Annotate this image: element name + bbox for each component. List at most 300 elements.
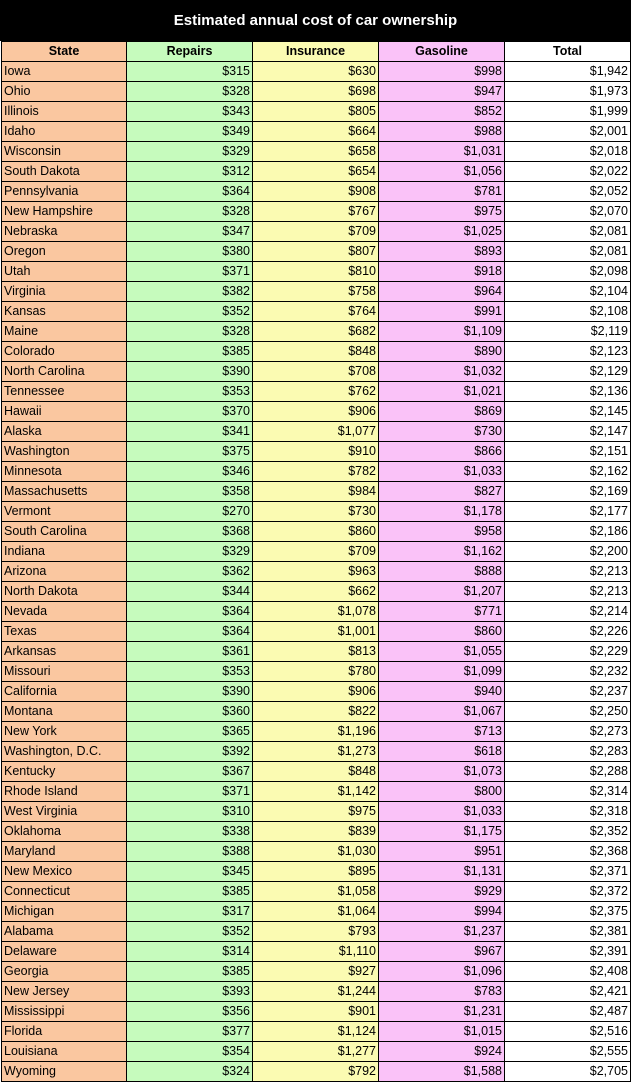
cell-total: $2,421 [505, 982, 631, 1002]
cell-repairs: $347 [127, 222, 253, 242]
table-row [2, 882, 631, 902]
cell-state: South Dakota [2, 162, 127, 182]
cell-state: Colorado [2, 342, 127, 362]
cell-total: $2,104 [505, 282, 631, 302]
cell-insurance: $975 [253, 802, 379, 822]
cell-state: Mississippi [2, 1002, 127, 1022]
cell-insurance: $662 [253, 582, 379, 602]
cell-gasoline: $924 [379, 1042, 505, 1062]
cell-total: $2,169 [505, 482, 631, 502]
cell-insurance: $762 [253, 382, 379, 402]
cell-gasoline: $730 [379, 422, 505, 442]
cell-repairs: $362 [127, 562, 253, 582]
cell-total: $2,516 [505, 1022, 631, 1042]
cell-total: $2,108 [505, 302, 631, 322]
cell-insurance: $1,064 [253, 902, 379, 922]
cell-insurance: $927 [253, 962, 379, 982]
table-row [2, 1042, 631, 1062]
cell-state: Delaware [2, 942, 127, 962]
cell-total: $2,314 [505, 782, 631, 802]
cell-insurance: $709 [253, 222, 379, 242]
table-row [2, 782, 631, 802]
cell-state: Montana [2, 702, 127, 722]
cell-state: Michigan [2, 902, 127, 922]
cell-total: $2,705 [505, 1062, 631, 1082]
cell-state: Arkansas [2, 642, 127, 662]
cell-state: Texas [2, 622, 127, 642]
table-row [2, 702, 631, 722]
table-row [2, 1022, 631, 1042]
table-row [2, 62, 631, 82]
cell-total: $2,136 [505, 382, 631, 402]
cell-state: New Jersey [2, 982, 127, 1002]
table-row [2, 442, 631, 462]
table-row [2, 802, 631, 822]
cell-gasoline: $1,109 [379, 322, 505, 342]
cell-gasoline: $967 [379, 942, 505, 962]
cell-insurance: $1,078 [253, 602, 379, 622]
table-row [2, 982, 631, 1002]
cell-insurance: $767 [253, 202, 379, 222]
cell-state: Washington, D.C. [2, 742, 127, 762]
cell-gasoline: $713 [379, 722, 505, 742]
column-header-total: Total [505, 42, 631, 62]
table-row [2, 202, 631, 222]
table-row [2, 642, 631, 662]
cell-state: Minnesota [2, 462, 127, 482]
table-row [2, 942, 631, 962]
cell-repairs: $345 [127, 862, 253, 882]
cell-insurance: $848 [253, 342, 379, 362]
table-row [2, 1002, 631, 1022]
cell-total: $2,129 [505, 362, 631, 382]
cell-gasoline: $1,588 [379, 1062, 505, 1082]
cell-state: Rhode Island [2, 782, 127, 802]
cell-insurance: $782 [253, 462, 379, 482]
cell-repairs: $358 [127, 482, 253, 502]
cell-gasoline: $1,055 [379, 642, 505, 662]
cell-state: Louisiana [2, 1042, 127, 1062]
cell-state: Nevada [2, 602, 127, 622]
cell-repairs: $364 [127, 602, 253, 622]
cell-total: $2,226 [505, 622, 631, 642]
table-row [2, 102, 631, 122]
cell-total: $2,213 [505, 562, 631, 582]
cell-total: $2,555 [505, 1042, 631, 1062]
cell-gasoline: $998 [379, 62, 505, 82]
cell-repairs: $349 [127, 122, 253, 142]
cell-state: Tennessee [2, 382, 127, 402]
cell-state: North Carolina [2, 362, 127, 382]
cell-gasoline: $1,178 [379, 502, 505, 522]
cell-insurance: $860 [253, 522, 379, 542]
cell-insurance: $807 [253, 242, 379, 262]
cell-insurance: $839 [253, 822, 379, 842]
table-title: Estimated annual cost of car ownership [0, 0, 631, 41]
cell-repairs: $328 [127, 322, 253, 342]
cell-gasoline: $1,099 [379, 662, 505, 682]
table-row [2, 282, 631, 302]
cell-insurance: $805 [253, 102, 379, 122]
cell-repairs: $324 [127, 1062, 253, 1082]
cell-repairs: $360 [127, 702, 253, 722]
cell-repairs: $341 [127, 422, 253, 442]
cell-state: Nebraska [2, 222, 127, 242]
cell-state: Maine [2, 322, 127, 342]
cell-repairs: $364 [127, 622, 253, 642]
cell-insurance: $709 [253, 542, 379, 562]
cell-state: New York [2, 722, 127, 742]
column-header-insurance: Insurance [253, 42, 379, 62]
cell-repairs: $371 [127, 782, 253, 802]
cell-gasoline: $918 [379, 262, 505, 282]
cell-gasoline: $929 [379, 882, 505, 902]
cell-insurance: $793 [253, 922, 379, 942]
table-row [2, 142, 631, 162]
cell-total: $2,487 [505, 1002, 631, 1022]
cell-insurance: $963 [253, 562, 379, 582]
table-row [2, 462, 631, 482]
cell-state: West Virginia [2, 802, 127, 822]
cell-state: Indiana [2, 542, 127, 562]
cell-gasoline: $781 [379, 182, 505, 202]
cell-repairs: $365 [127, 722, 253, 742]
cell-insurance: $780 [253, 662, 379, 682]
cell-gasoline: $800 [379, 782, 505, 802]
cell-gasoline: $890 [379, 342, 505, 362]
cell-total: $2,381 [505, 922, 631, 942]
cell-total: $2,391 [505, 942, 631, 962]
table-row [2, 502, 631, 522]
cell-total: $2,052 [505, 182, 631, 202]
cell-repairs: $344 [127, 582, 253, 602]
cell-gasoline: $1,033 [379, 802, 505, 822]
cell-total: $2,151 [505, 442, 631, 462]
cell-gasoline: $888 [379, 562, 505, 582]
cell-insurance: $1,110 [253, 942, 379, 962]
table-row [2, 82, 631, 102]
table-row [2, 722, 631, 742]
cell-gasoline: $1,015 [379, 1022, 505, 1042]
column-header-repairs: Repairs [127, 42, 253, 62]
cell-gasoline: $1,056 [379, 162, 505, 182]
cell-total: $2,250 [505, 702, 631, 722]
cell-insurance: $810 [253, 262, 379, 282]
cell-state: Wisconsin [2, 142, 127, 162]
cell-total: $2,001 [505, 122, 631, 142]
cell-total: $1,999 [505, 102, 631, 122]
table-row [2, 962, 631, 982]
cell-state: Oklahoma [2, 822, 127, 842]
cell-state: Iowa [2, 62, 127, 82]
cell-repairs: $328 [127, 82, 253, 102]
cell-gasoline: $975 [379, 202, 505, 222]
cell-insurance: $730 [253, 502, 379, 522]
table-row [2, 822, 631, 842]
cell-repairs: $329 [127, 142, 253, 162]
table-row [2, 342, 631, 362]
cell-gasoline: $860 [379, 622, 505, 642]
cell-repairs: $315 [127, 62, 253, 82]
cell-total: $2,283 [505, 742, 631, 762]
cell-gasoline: $988 [379, 122, 505, 142]
table-row [2, 562, 631, 582]
cell-insurance: $764 [253, 302, 379, 322]
cell-total: $2,375 [505, 902, 631, 922]
cell-total: $2,081 [505, 222, 631, 242]
cell-insurance: $698 [253, 82, 379, 102]
table-row [2, 842, 631, 862]
cell-repairs: $346 [127, 462, 253, 482]
table-row [2, 382, 631, 402]
cell-repairs: $338 [127, 822, 253, 842]
cell-gasoline: $783 [379, 982, 505, 1002]
cell-state: North Dakota [2, 582, 127, 602]
cell-state: Illinois [2, 102, 127, 122]
cell-insurance: $1,142 [253, 782, 379, 802]
cell-repairs: $388 [127, 842, 253, 862]
cell-total: $2,232 [505, 662, 631, 682]
cell-state: Washington [2, 442, 127, 462]
cell-insurance: $1,077 [253, 422, 379, 442]
cell-repairs: $385 [127, 342, 253, 362]
cell-gasoline: $964 [379, 282, 505, 302]
cell-insurance: $984 [253, 482, 379, 502]
cell-gasoline: $1,096 [379, 962, 505, 982]
column-header-state: State [2, 42, 127, 62]
cell-gasoline: $1,231 [379, 1002, 505, 1022]
cell-insurance: $813 [253, 642, 379, 662]
table-row [2, 602, 631, 622]
cell-insurance: $901 [253, 1002, 379, 1022]
cell-total: $2,186 [505, 522, 631, 542]
cell-state: New Hampshire [2, 202, 127, 222]
cell-state: Alaska [2, 422, 127, 442]
table-row [2, 402, 631, 422]
cell-repairs: $364 [127, 182, 253, 202]
cell-total: $2,018 [505, 142, 631, 162]
cell-repairs: $353 [127, 662, 253, 682]
cell-state: Ohio [2, 82, 127, 102]
cell-gasoline: $940 [379, 682, 505, 702]
table-row [2, 902, 631, 922]
cell-insurance: $822 [253, 702, 379, 722]
cell-insurance: $658 [253, 142, 379, 162]
cell-state: Wyoming [2, 1062, 127, 1082]
cell-repairs: $310 [127, 802, 253, 822]
table-row [2, 1062, 631, 1082]
cell-total: $2,371 [505, 862, 631, 882]
cell-total: $2,368 [505, 842, 631, 862]
column-header-gasoline: Gasoline [379, 42, 505, 62]
cell-gasoline: $947 [379, 82, 505, 102]
cell-state: Kentucky [2, 762, 127, 782]
cell-insurance: $1,273 [253, 742, 379, 762]
cell-total: $2,177 [505, 502, 631, 522]
cell-repairs: $368 [127, 522, 253, 542]
cell-total: $1,942 [505, 62, 631, 82]
cell-gasoline: $618 [379, 742, 505, 762]
table-row [2, 542, 631, 562]
cell-insurance: $1,124 [253, 1022, 379, 1042]
table-row [2, 482, 631, 502]
table-row [2, 302, 631, 322]
cell-insurance: $906 [253, 402, 379, 422]
cell-repairs: $354 [127, 1042, 253, 1062]
cell-repairs: $390 [127, 682, 253, 702]
table-row [2, 322, 631, 342]
cell-total: $1,973 [505, 82, 631, 102]
cell-total: $2,098 [505, 262, 631, 282]
cell-insurance: $664 [253, 122, 379, 142]
cell-total: $2,214 [505, 602, 631, 622]
table-row [2, 582, 631, 602]
cell-state: Hawaii [2, 402, 127, 422]
cell-gasoline: $1,032 [379, 362, 505, 382]
cell-insurance: $1,001 [253, 622, 379, 642]
cell-state: Massachusetts [2, 482, 127, 502]
cell-repairs: $361 [127, 642, 253, 662]
cell-state: Arizona [2, 562, 127, 582]
cell-state: Kansas [2, 302, 127, 322]
cell-repairs: $393 [127, 982, 253, 1002]
cell-insurance: $1,196 [253, 722, 379, 742]
cell-total: $2,123 [505, 342, 631, 362]
cell-state: Vermont [2, 502, 127, 522]
table-row [2, 662, 631, 682]
table-row [2, 922, 631, 942]
cell-state: Florida [2, 1022, 127, 1042]
cell-repairs: $314 [127, 942, 253, 962]
cell-total: $2,022 [505, 162, 631, 182]
cell-insurance: $1,244 [253, 982, 379, 1002]
table-row [2, 622, 631, 642]
table-row [2, 762, 631, 782]
cell-repairs: $371 [127, 262, 253, 282]
cell-repairs: $375 [127, 442, 253, 462]
cell-gasoline: $893 [379, 242, 505, 262]
cell-state: Alabama [2, 922, 127, 942]
cell-repairs: $270 [127, 502, 253, 522]
cell-repairs: $367 [127, 762, 253, 782]
cell-gasoline: $827 [379, 482, 505, 502]
cell-insurance: $758 [253, 282, 379, 302]
table-row [2, 222, 631, 242]
cell-gasoline: $852 [379, 102, 505, 122]
cell-state: New Mexico [2, 862, 127, 882]
cell-repairs: $385 [127, 882, 253, 902]
cell-gasoline: $1,207 [379, 582, 505, 602]
cell-repairs: $392 [127, 742, 253, 762]
cell-state: Maryland [2, 842, 127, 862]
cell-repairs: $356 [127, 1002, 253, 1022]
cell-repairs: $385 [127, 962, 253, 982]
cell-repairs: $312 [127, 162, 253, 182]
cell-repairs: $329 [127, 542, 253, 562]
cell-repairs: $377 [127, 1022, 253, 1042]
cell-total: $2,070 [505, 202, 631, 222]
cell-gasoline: $771 [379, 602, 505, 622]
cell-state: South Carolina [2, 522, 127, 542]
cell-state: Idaho [2, 122, 127, 142]
cell-gasoline: $1,073 [379, 762, 505, 782]
cell-repairs: $328 [127, 202, 253, 222]
cell-gasoline: $991 [379, 302, 505, 322]
header-row [2, 42, 631, 62]
table-row [2, 242, 631, 262]
cell-state: Pennsylvania [2, 182, 127, 202]
cell-insurance: $1,030 [253, 842, 379, 862]
cell-repairs: $343 [127, 102, 253, 122]
cell-insurance: $792 [253, 1062, 379, 1082]
table-row [2, 122, 631, 142]
cell-gasoline: $869 [379, 402, 505, 422]
cell-gasoline: $1,237 [379, 922, 505, 942]
cell-total: $2,237 [505, 682, 631, 702]
cell-total: $2,213 [505, 582, 631, 602]
cell-state: Missouri [2, 662, 127, 682]
cell-insurance: $848 [253, 762, 379, 782]
table-body [2, 62, 631, 1082]
table-row [2, 182, 631, 202]
cell-repairs: $353 [127, 382, 253, 402]
table-row [2, 682, 631, 702]
cell-insurance: $906 [253, 682, 379, 702]
cell-insurance: $654 [253, 162, 379, 182]
table-row [2, 522, 631, 542]
cell-gasoline: $866 [379, 442, 505, 462]
cell-repairs: $352 [127, 302, 253, 322]
cell-state: Utah [2, 262, 127, 282]
cell-gasoline: $1,131 [379, 862, 505, 882]
cell-insurance: $1,277 [253, 1042, 379, 1062]
cell-total: $2,408 [505, 962, 631, 982]
cell-gasoline: $1,033 [379, 462, 505, 482]
cell-total: $2,081 [505, 242, 631, 262]
cell-repairs: $370 [127, 402, 253, 422]
cell-insurance: $1,058 [253, 882, 379, 902]
cell-state: California [2, 682, 127, 702]
cell-insurance: $895 [253, 862, 379, 882]
cell-insurance: $910 [253, 442, 379, 462]
cell-repairs: $382 [127, 282, 253, 302]
table-row [2, 422, 631, 442]
cell-gasoline: $1,162 [379, 542, 505, 562]
cell-total: $2,147 [505, 422, 631, 442]
cell-state: Virginia [2, 282, 127, 302]
cell-total: $2,273 [505, 722, 631, 742]
cell-gasoline: $1,021 [379, 382, 505, 402]
cell-gasoline: $1,175 [379, 822, 505, 842]
cell-insurance: $708 [253, 362, 379, 382]
cell-gasoline: $994 [379, 902, 505, 922]
cell-gasoline: $1,067 [379, 702, 505, 722]
table-row [2, 162, 631, 182]
cell-repairs: $317 [127, 902, 253, 922]
cell-insurance: $682 [253, 322, 379, 342]
cell-total: $2,229 [505, 642, 631, 662]
table-row [2, 262, 631, 282]
table-row [2, 742, 631, 762]
cell-state: Oregon [2, 242, 127, 262]
cell-total: $2,352 [505, 822, 631, 842]
table-row [2, 362, 631, 382]
cell-state: Connecticut [2, 882, 127, 902]
cell-insurance: $630 [253, 62, 379, 82]
cell-gasoline: $951 [379, 842, 505, 862]
cell-total: $2,145 [505, 402, 631, 422]
table-row [2, 862, 631, 882]
